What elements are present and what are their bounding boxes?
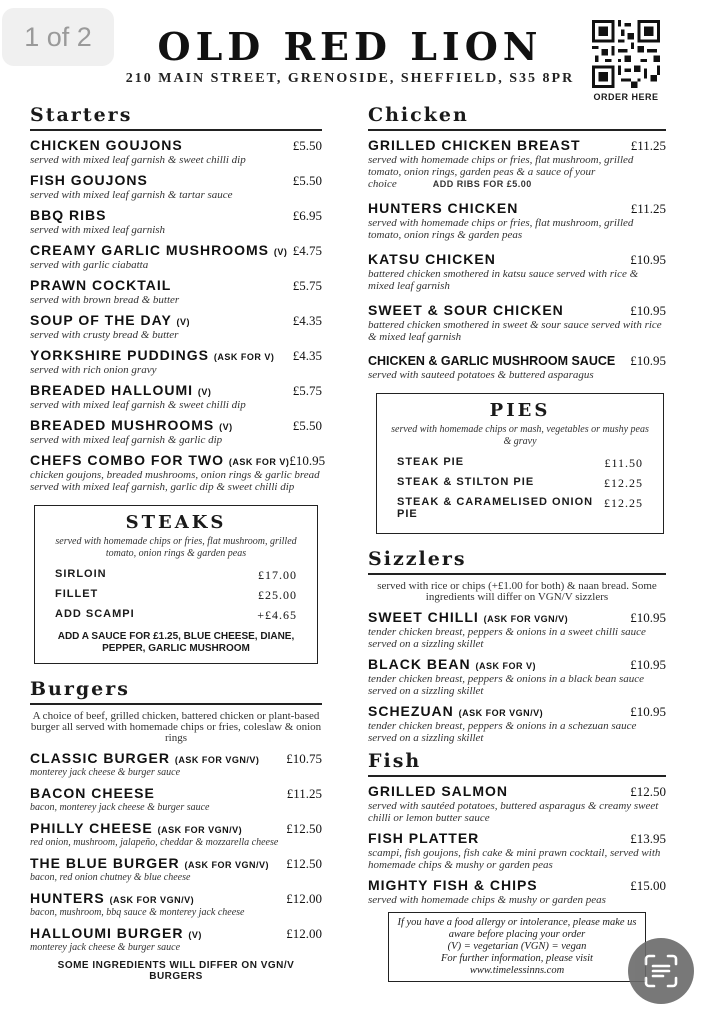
item-name: SCHEZUAN (ASK FOR VGN/V) <box>368 703 544 719</box>
item-desc: served with sautéed potatoes, buttered asparagus & creamy sweet chilli or lemon butter sauce <box>368 800 659 824</box>
item-desc: tender chicken breast, peppers & onions in a sweet chilli sauce served on a sizzling skillet <box>368 626 646 650</box>
menu-item <box>30 452 326 493</box>
menu-item <box>368 703 666 744</box>
menu-item <box>30 347 322 376</box>
menu-item <box>30 890 322 919</box>
item-desc: scampi, fish goujons, fish cake & mini prawn cocktail, served with homemade chips & mushy or garden peas <box>368 847 661 871</box>
item-name: HUNTERS (ASK FOR VGN/V) <box>30 890 195 906</box>
burgers-footer-note: SOME INGREDIENTS WILL DIFFER ON VGN/V BURGERS <box>57 960 295 982</box>
menu-item <box>368 656 666 697</box>
pie-row <box>389 496 651 520</box>
restaurant-title: OLD RED LION <box>157 24 543 69</box>
chicken-title: Chicken <box>368 104 666 131</box>
scan-text-button[interactable] <box>628 938 694 1004</box>
steak-price: £25.00 <box>258 588 297 602</box>
sizzlers-title: Sizzlers <box>368 548 666 575</box>
item-name: FISH PLATTER <box>368 830 480 846</box>
item-desc: bacon, monterey jack cheese & burger sauce <box>30 802 210 813</box>
fish-title: Fish <box>368 750 666 777</box>
item-name: SWEET & SOUR CHICKEN <box>368 302 564 318</box>
item-name: CHICKEN GOUJONS <box>30 137 183 153</box>
item-desc: served with homemade chips or fries, flat mushroom, grilled tomato, onion rings, garden peas & a sauce of your choice ADD RIBS FOR £5.00 <box>368 154 634 190</box>
steak-name: SIRLOIN <box>55 568 107 580</box>
item-name: BACON CHEESE <box>30 785 155 801</box>
item-price: £10.95 <box>630 353 666 368</box>
item-price: £11.25 <box>630 201 666 216</box>
menu-item <box>30 750 322 779</box>
item-price: £10.95 <box>630 303 666 318</box>
steak-row <box>47 608 305 623</box>
menu-item <box>368 877 666 906</box>
steak-price: +£4.65 <box>257 608 297 622</box>
item-price: £11.25 <box>286 786 322 801</box>
item-desc: served with homemade chips & mushy or garden peas <box>368 894 606 906</box>
item-name: PHILLY CHEESE (ASK FOR VGN/V) <box>30 820 243 836</box>
item-name: CLASSIC BURGER (ASK FOR VGN/V) <box>30 750 260 766</box>
menu-item <box>30 417 322 446</box>
menu-item <box>30 820 322 849</box>
item-name: SOUP OF THE DAY (V) <box>30 312 190 328</box>
item-price: £12.00 <box>286 891 322 906</box>
item-name: BREADED MUSHROOMS (V) <box>30 417 233 433</box>
item-desc: battered chicken smothered in sweet & sour sauce served with rice & mixed leaf garnish <box>368 319 662 343</box>
item-name: GRILLED CHICKEN BREAST <box>368 137 581 153</box>
item-name: CHEFS COMBO FOR TWO (ASK FOR V) <box>30 452 290 468</box>
item-desc: served with rich onion gravy <box>30 364 157 376</box>
item-desc: tender chicken breast, peppers & onions in a schezuan sauce served on a sizzling skillet <box>368 720 637 744</box>
item-name: BREADED HALLOUMI (V) <box>30 382 212 398</box>
add-ribs-note: ADD RIBS FOR £5.00 <box>432 179 532 189</box>
burgers-list <box>30 750 322 954</box>
pies-box <box>376 393 664 534</box>
page-indicator: 1 of 2 <box>2 8 114 66</box>
qr-label: ORDER HERE <box>593 92 659 102</box>
menu-item <box>30 207 322 236</box>
menu-item <box>30 312 322 341</box>
item-price: £12.50 <box>630 784 666 799</box>
item-price: £6.95 <box>292 208 322 223</box>
item-name: YORKSHIRE PUDDINGS (ASK FOR V) <box>30 347 275 363</box>
item-price: £12.50 <box>286 821 322 836</box>
menu-item <box>30 855 322 884</box>
menu-item <box>30 277 322 306</box>
item-name: CREAMY GARLIC MUSHROOMS (V) <box>30 242 288 258</box>
starters-title: Starters <box>30 104 322 131</box>
item-desc: served with mixed leaf garnish & sweet chilli dip <box>30 154 246 166</box>
allergy-legend: (V) = vegetarian (VGN) = vegan <box>447 941 587 952</box>
item-price: £10.95 <box>630 657 666 672</box>
item-desc: tender chicken breast, peppers & onions in a black bean sauce served on a sizzling skillet <box>368 673 645 697</box>
menu-item <box>368 783 666 824</box>
item-price: £4.75 <box>292 243 322 258</box>
item-price: £10.75 <box>286 751 322 766</box>
steak-name: FILLET <box>55 588 99 600</box>
qr-code-icon[interactable] <box>592 20 660 88</box>
item-price: £10.95 <box>630 610 666 625</box>
item-name: HALLOUMI BURGER (V) <box>30 925 202 941</box>
pie-price: £12.25 <box>604 496 643 510</box>
menu-item <box>368 830 666 871</box>
item-desc: monterey jack cheese & burger sauce <box>30 942 181 953</box>
allergy-line: If you have a food allergy or intolerance, please make us aware before placing your order <box>397 917 637 940</box>
menu-item <box>368 353 666 381</box>
pie-price: £12.25 <box>604 476 643 490</box>
menu-item <box>30 785 322 814</box>
menu-item <box>368 302 666 343</box>
item-name: FISH GOUJONS <box>30 172 148 188</box>
item-price: £5.50 <box>292 173 322 188</box>
item-desc: served with garlic ciabatta <box>30 259 149 271</box>
item-price: £4.35 <box>292 313 322 328</box>
allergy-notice <box>388 912 646 982</box>
pie-name: STEAK & CARAMELISED ONION PIE <box>397 496 594 520</box>
item-desc: monterey jack cheese & burger sauce <box>30 767 181 778</box>
item-price: £13.95 <box>630 831 666 846</box>
item-price: £5.75 <box>292 383 322 398</box>
item-desc: bacon, red onion chutney & blue cheese <box>30 872 191 883</box>
item-price: £4.35 <box>292 348 322 363</box>
item-desc: red onion, mushroom, jalapeño, cheddar & mozzarella cheese <box>30 837 279 848</box>
item-price: £15.00 <box>630 878 666 893</box>
menu-item <box>368 609 666 650</box>
item-name: HUNTERS CHICKEN <box>368 200 519 216</box>
steaks-sauce-note: ADD A SAUCE FOR £1.25, BLUE CHEESE, DIANE, PEPPER, GARLIC MUSHROOM <box>57 631 295 654</box>
item-name: SWEET CHILLI (ASK FOR VGN/V) <box>368 609 569 625</box>
pie-row <box>389 456 651 471</box>
pie-name: STEAK PIE <box>397 456 465 468</box>
item-name: KATSU CHICKEN <box>368 251 496 267</box>
item-price: £12.00 <box>286 926 322 941</box>
steak-price: £17.00 <box>258 568 297 582</box>
item-desc: bacon, mushroom, bbq sauce & monterey jack cheese <box>30 907 245 918</box>
item-price: £5.75 <box>292 278 322 293</box>
item-desc: served with crusty bread & butter <box>30 329 179 341</box>
item-price: £10.95 <box>630 704 666 719</box>
item-price: £10.95 <box>630 252 666 267</box>
steaks-title: STEAKS <box>125 512 227 533</box>
sizzlers-intro: served with rice or chips (+£1.00 for both) & naan bread. Some ingredients will differ on VGN/V sizzlers <box>377 580 657 603</box>
steaks-desc: served with homemade chips or fries, flat mushroom, grilled tomato, onion rings & garden peas <box>55 536 297 559</box>
item-name: CHICKEN & GARLIC MUSHROOM SAUCE <box>368 354 616 368</box>
item-desc: chicken goujons, breaded mushrooms, onion rings & garlic bread served with mixed leaf garnish, garlic dip & sweet chilli dip <box>30 469 320 493</box>
allergy-line: For further information, please visit <box>441 953 593 964</box>
item-name: PRAWN COCKTAIL <box>30 277 172 293</box>
sizzlers-list <box>368 609 666 744</box>
steak-row <box>47 568 305 583</box>
item-name: THE BLUE BURGER (ASK FOR VGN/V) <box>30 855 269 871</box>
left-column <box>30 104 326 982</box>
menu-item <box>368 251 666 292</box>
item-desc: served with brown bread & butter <box>30 294 180 306</box>
menu-item <box>30 137 322 166</box>
restaurant-address: 210 MAIN STREET, GRENOSIDE, SHEFFIELD, S35 8PR <box>125 71 575 86</box>
steaks-box <box>34 505 318 664</box>
menu-item <box>30 925 322 954</box>
text-scan-icon <box>628 938 694 1004</box>
burgers-intro: A choice of beef, grilled chicken, battered chicken or plant-based burger all served with homemade chips or fries, coleslaw & onion rings <box>30 710 322 744</box>
item-desc: served with mixed leaf garnish & tartar sauce <box>30 189 233 201</box>
menu-item <box>368 137 666 190</box>
item-price: £11.25 <box>630 138 666 153</box>
chicken-list <box>368 137 666 381</box>
pies-title: PIES <box>489 400 551 421</box>
item-name: MIGHTY FISH & CHIPS <box>368 877 538 893</box>
pie-name: STEAK & STILTON PIE <box>397 476 535 488</box>
menu-item <box>30 172 322 201</box>
steak-name: ADD SCAMPI <box>55 608 135 620</box>
pies-desc: served with homemade chips or mash, vegetables or mushy peas & gravy <box>391 424 649 447</box>
starters-list <box>30 137 326 493</box>
menu-item <box>368 200 666 241</box>
burgers-title: Burgers <box>30 678 322 705</box>
item-desc: served with sauteed potatoes & buttered asparagus <box>368 369 594 381</box>
menu-item <box>30 382 322 411</box>
item-desc: battered chicken smothered in katsu sauce served with rice & mixed leaf garnish <box>368 268 639 292</box>
item-price: £12.50 <box>286 856 322 871</box>
website-link[interactable]: www.timelessinns.com <box>469 965 565 976</box>
item-price: £5.50 <box>292 138 322 153</box>
item-price: £5.50 <box>292 418 322 433</box>
pie-row <box>389 476 651 491</box>
item-desc: served with homemade chips or fries, flat mushroom, grilled tomato, onion rings & garden peas <box>368 217 634 241</box>
item-price: £10.95 <box>289 453 326 468</box>
item-desc: served with mixed leaf garnish <box>30 224 166 236</box>
pie-price: £11.50 <box>604 456 643 470</box>
item-name: GRILLED SALMON <box>368 783 508 799</box>
item-desc: served with mixed leaf garnish & garlic dip <box>30 434 223 446</box>
right-column <box>368 104 666 982</box>
item-desc: served with mixed leaf garnish & sweet chilli dip <box>30 399 246 411</box>
menu-item <box>30 242 322 271</box>
item-name: BLACK BEAN (ASK FOR V) <box>368 656 536 672</box>
item-name: BBQ RIBS <box>30 207 107 223</box>
steak-row <box>47 588 305 603</box>
fish-list <box>368 783 666 906</box>
